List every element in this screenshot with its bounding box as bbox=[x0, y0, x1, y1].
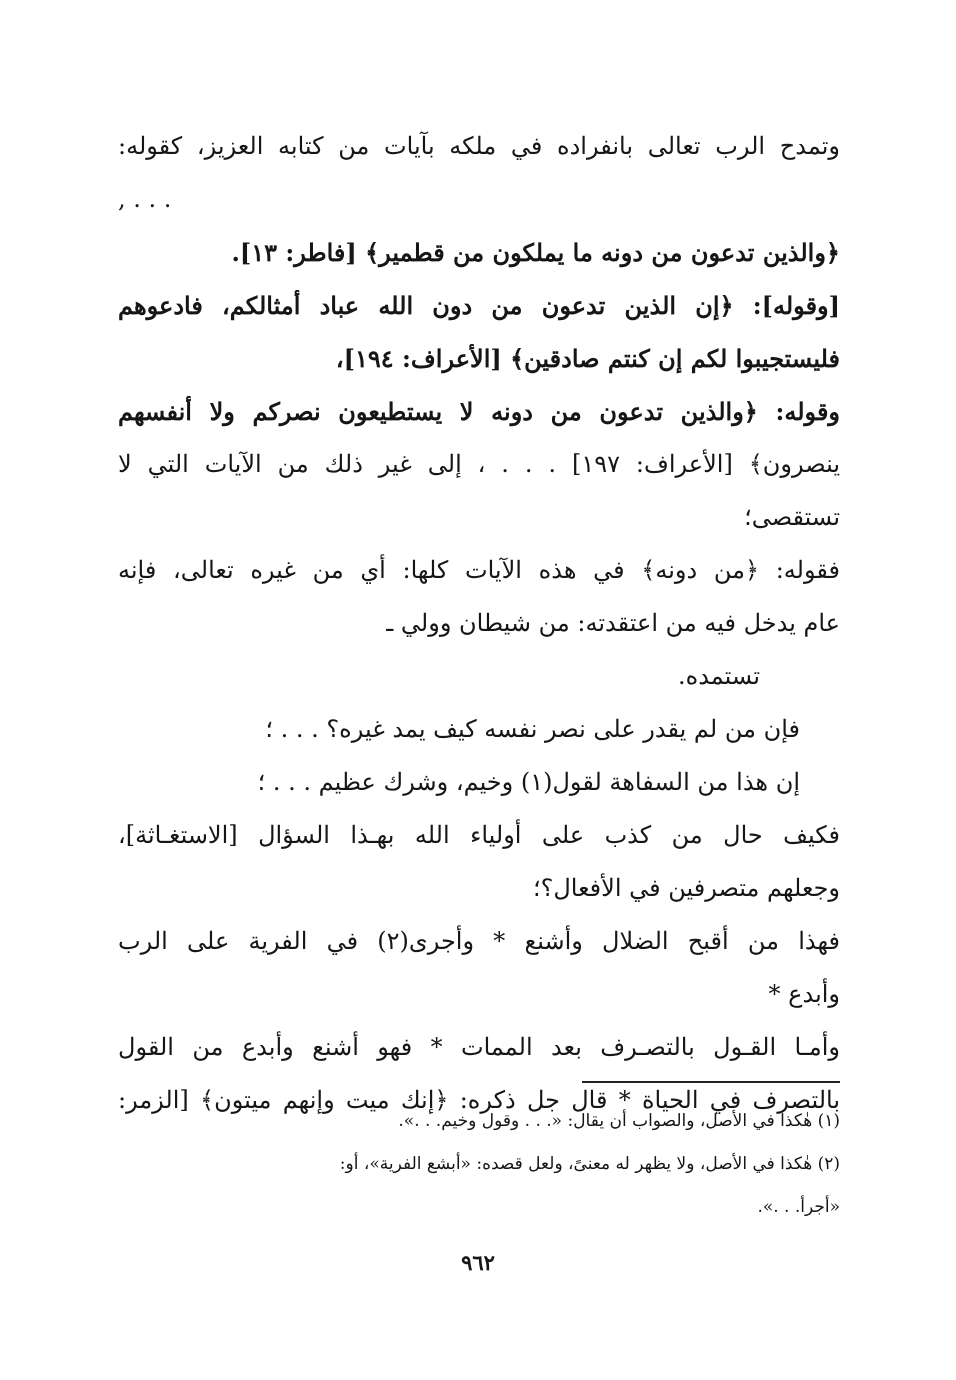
footnote-1: (١) هٰكذا في الأصل، والصواب أن يقال: «. . . وقول وخيم. . .». bbox=[398, 1111, 840, 1131]
text-line-19: بالتصرف في الحياة * قال جل ذكره: ﴿إنك ميت وإنهم ميتون﴾ [الزمر: bbox=[118, 1086, 840, 1114]
text-line-13: إن هذا من السفاهة لقول(١) وخيم، وشرك عظيم . . . ؛ bbox=[257, 768, 800, 796]
footnote-2-continued: «أجرأ. . .». bbox=[757, 1197, 840, 1217]
text-line-3: ﴿والذين تدعون من دونه ما يملكون من قطمير﴾ [فاطر: ١٣]. bbox=[231, 238, 840, 267]
text-line-8: تستقصى؛ bbox=[744, 503, 840, 531]
text-line-17: وأبدع * bbox=[768, 980, 840, 1008]
text-line-11: تستمده. bbox=[677, 662, 760, 690]
text-line-15: وجعلهم متصرفين في الأفعال؟؛ bbox=[532, 874, 840, 902]
text-line-1: وتمدح الرب تعالى بانفراده في ملكه بآيات من كتابه العزيز، كقوله: bbox=[118, 132, 840, 160]
text-line-7: ينصرون﴾ [الأعراف: ١٩٧] . . . ، إلى غير ذلك من الآيات التي لا bbox=[118, 450, 841, 478]
footnote-2: (٢) هٰكذا في الأصل، ولا يظهر له معنىً، ولعل قصده: «أبشع الفرية»، أو: bbox=[339, 1154, 840, 1174]
footnote-separator bbox=[582, 1081, 840, 1083]
text-line-2: . . . , bbox=[118, 185, 172, 213]
text-line-16: فهذا من أقبح الضلال وأشنع * وأجرى(٢) في الفرية على الرب bbox=[118, 927, 840, 955]
text-line-14: فكيف حال من كذب على أولياء الله بهـذا السؤال [الاستغـاثة]، bbox=[118, 821, 840, 849]
text-line-6: وقوله: ﴿والذين تدعون من دونه لا يستطيعون نصركم ولا أنفسهم bbox=[118, 397, 840, 426]
text-line-9: فقوله: ﴿من دونه﴾ في هذه الآيات كلها: أي من غيره تعالى، فإنه bbox=[118, 556, 840, 584]
text-line-4: [وقوله]: ﴿إن الذين تدعون من دون الله عباد أمثالكم، فادعوهم bbox=[118, 291, 840, 320]
text-line-10: عام يدخل فيه من اعتقدته: من شيطان وولي ـ bbox=[386, 609, 840, 637]
footnotes bbox=[118, 1100, 840, 1229]
page-number: ٩٦٢ bbox=[461, 1250, 495, 1275]
text-line-18: وأمـا القـول بالتصـرف بعد الممات * فهو أشنع وأبدع من القول bbox=[118, 1033, 840, 1061]
main-text bbox=[118, 120, 840, 1127]
text-line-12: فإن من لم يقدر على نصر نفسه كيف يمد غيره؟ . . . ؛ bbox=[265, 715, 800, 743]
text-line-5: فليستجيبوا لكم إن كنتم صادقين﴾ [الأعراف: ١٩٤]، bbox=[335, 344, 840, 373]
